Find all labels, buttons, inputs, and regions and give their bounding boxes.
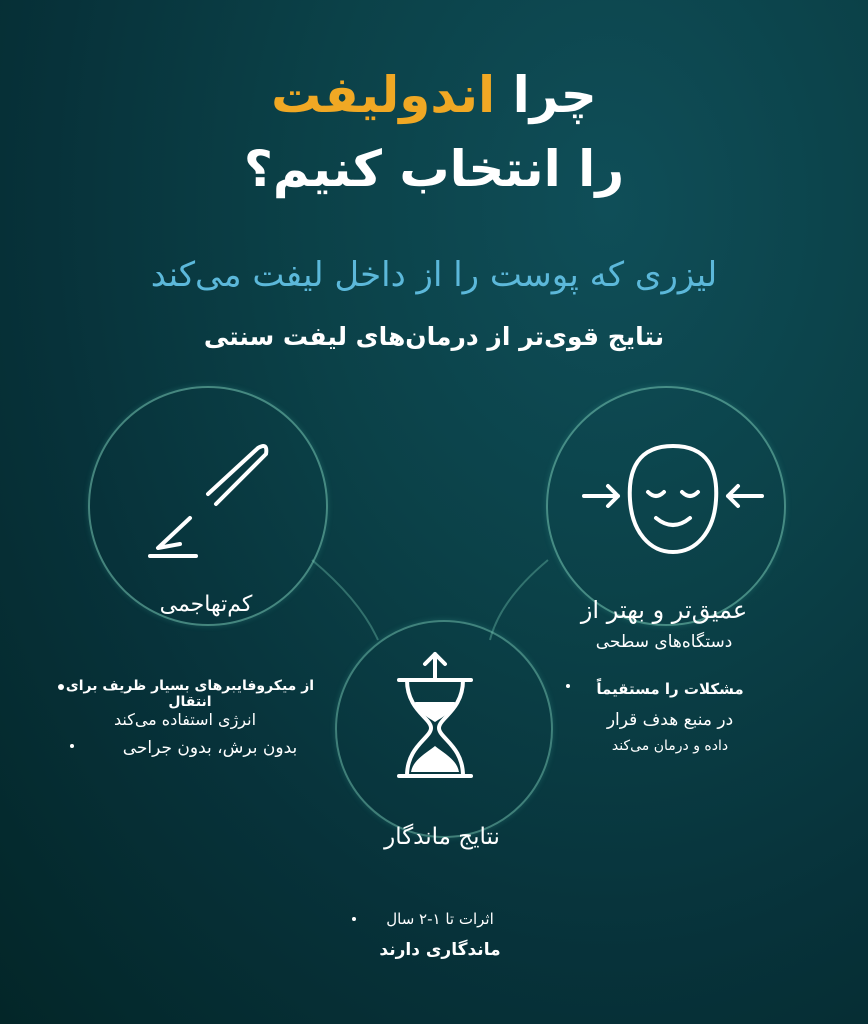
title-prefix: چرا xyxy=(512,66,597,124)
feature-right-bullet-1: مشکلات را مستقیماً xyxy=(596,680,744,698)
feature-middle-bullet-2: ماندگاری دارند xyxy=(379,940,501,960)
subtitle-secondary: نتایج قوی‌تر از درمان‌های لیفت سنتی xyxy=(203,322,665,351)
bullet-dot xyxy=(352,917,356,921)
feature-right-bullet-2: در منبع هدف قرار xyxy=(606,710,734,730)
feature-middle-heading: نتایج ماندگار xyxy=(384,824,500,850)
subtitle: لیزری که پوست را از داخل لیفت می‌کند xyxy=(150,255,718,295)
bullet-dot xyxy=(566,684,570,688)
feature-left-bullet-2: بدون برش، بدون جراحی xyxy=(122,738,298,758)
feature-left-heading: کم‌تهاجمی xyxy=(159,592,253,617)
face-lift-icon xyxy=(578,440,768,564)
scalpel-icon xyxy=(140,440,280,574)
feature-left-bullet-1-cont: انرژی استفاده می‌کند xyxy=(113,710,257,729)
hourglass-icon xyxy=(395,650,475,794)
feature-middle-bullet-1: اثرات تا ۱-۲ سال xyxy=(386,910,494,928)
feature-left-bullet-1: از میکروفایبرهای بسیار ظریف برای انتقال xyxy=(65,678,315,710)
title-brand-highlight: اندولیفت xyxy=(271,66,496,124)
bullet-dot xyxy=(70,744,74,748)
feature-right-bullet-3: داده و درمان می‌کند xyxy=(611,738,729,754)
feature-right-heading: عمیق‌تر و بهتر از xyxy=(580,596,748,624)
title-line-2: را انتخاب کنیم؟ xyxy=(243,140,625,198)
bullet-dot xyxy=(58,684,64,690)
feature-right-subheading: دستگاه‌های سطحی xyxy=(595,632,733,652)
